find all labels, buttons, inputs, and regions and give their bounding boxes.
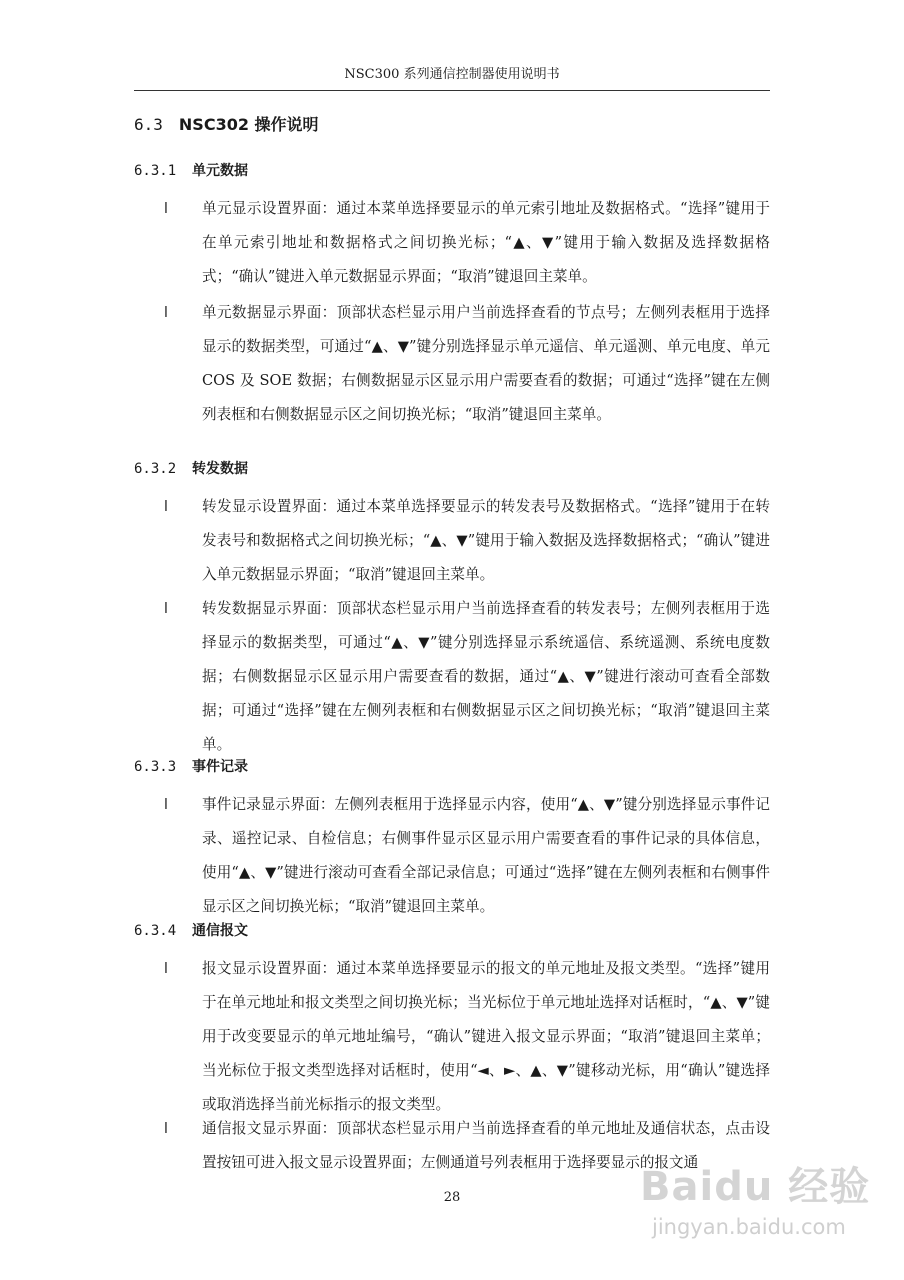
list-item (164, 192, 772, 294)
section-number: 6.3 (134, 115, 163, 134)
paragraph: 单元显示设置界面：通过本菜单选择要显示的单元索引地址及数据格式。“选择”键用于在单元索引地址和数据格式之间切换光标；“▲、▼”键用于输入数据及选择数据格式；“确认”键进入单元数据显示界面；“取消”键退回主菜单。 (202, 200, 770, 285)
paragraph: 单元数据显示界面：顶部状态栏显示用户当前选择查看的节点号；左侧列表框用于选择显示的数据类型，可通过“▲、▼”键分别选择显示单元遥信、单元遥测、单元电度、单元 COS 及 SOE 数据；右侧数据显示区显示用户需要查看的数据；可通过“选择”键在左侧列表框和右侧数据显示区之间切换光标；“取消”键退回主菜单。 (202, 304, 770, 423)
subsection-number: 6.3.2 (134, 461, 177, 477)
subsection-heading-6-3-4 (134, 920, 248, 940)
section-heading (134, 112, 319, 135)
bullet-marker: l (164, 201, 168, 217)
list-item (164, 592, 772, 762)
bullet-marker: l (164, 499, 168, 515)
bullet-marker: l (164, 961, 168, 977)
subsection-title: 通信报文 (192, 923, 248, 939)
header-title: NSC300 系列通信控制器使用说明书 (344, 67, 560, 82)
paragraph: 事件记录显示界面：左侧列表框用于选择显示内容，使用“▲、▼”键分别选择显示事件记录、遥控记录、自检信息；右侧事件显示区显示用户需要查看的事件记录的具体信息，使用“▲、▼”键进行滚动可查看全部记录信息；可通过“选择”键在左侧列表框和右侧事件显示区之间切换光标；“取消”键退回主菜单。 (202, 796, 770, 915)
subsection-title: 事件记录 (192, 759, 248, 775)
page-header (134, 66, 770, 91)
subsection-title: 单元数据 (192, 163, 248, 179)
section-title: NSC302 操作说明 (178, 115, 319, 134)
subsection-heading-6-3-1 (134, 160, 248, 180)
paragraph: 通信报文显示界面：顶部状态栏显示用户当前选择查看的单元地址及通信状态，点击设置按钮可进入报文显示设置界面；左侧通道号列表框用于选择要显示的报文通 (202, 1120, 770, 1171)
list-item (164, 788, 772, 924)
list-item (164, 490, 772, 592)
watermark (640, 1155, 880, 1270)
subsection-heading-6-3-3 (134, 756, 248, 776)
subsection-title: 转发数据 (192, 461, 248, 477)
bullet-marker: l (164, 1121, 168, 1137)
paragraph: 转发显示设置界面：通过本菜单选择要显示的转发表号及数据格式。“选择”键用于在转发表号和数据格式之间切换光标；“▲、▼”键用于输入数据及选择数据格式；“确认”键进入单元数据显示界面；“取消”键退回主菜单。 (202, 498, 770, 583)
paragraph: 转发数据显示界面：顶部状态栏显示用户当前选择查看的转发表号；左侧列表框用于选择显示的数据类型，可通过“▲、▼”键分别选择显示系统遥信、系统遥测、系统电度数据；右侧数据显示区显示用户需要查看的数据，通过“▲、▼”键进行滚动可查看全部数据；可通过“选择”键在左侧列表框和右侧数据显示区之间切换光标；“取消”键退回主菜单。 (202, 600, 770, 753)
bullet-marker: l (164, 797, 168, 813)
paragraph: 报文显示设置界面：通过本菜单选择要显示的报文的单元地址及报文类型。“选择”键用于在单元地址和报文类型之间切换光标；当光标位于单元地址选择对话框时，“▲、▼”键用于改变要显示的单元地址编号，“确认”键进入报文显示界面；“取消”键退回主菜单；当光标位于报文类型选择对话框时，使用“◄、►、▲、▼”键移动光标，用“确认”键选择或取消选择当前光标指示的报文类型。 (202, 960, 770, 1113)
bullet-marker: l (164, 601, 168, 617)
watermark-brand: Baidu 经验 (640, 1164, 871, 1210)
list-item (164, 952, 772, 1122)
watermark-url: jingyan.baidu.com (652, 1215, 846, 1239)
subsection-number: 6.3.3 (134, 759, 177, 775)
page-number: 28 (443, 1190, 461, 1205)
subsection-number: 6.3.4 (134, 923, 177, 939)
subsection-number: 6.3.1 (134, 163, 177, 179)
subsection-heading-6-3-2 (134, 458, 248, 478)
list-item (164, 296, 772, 432)
bullet-marker: l (164, 305, 168, 321)
